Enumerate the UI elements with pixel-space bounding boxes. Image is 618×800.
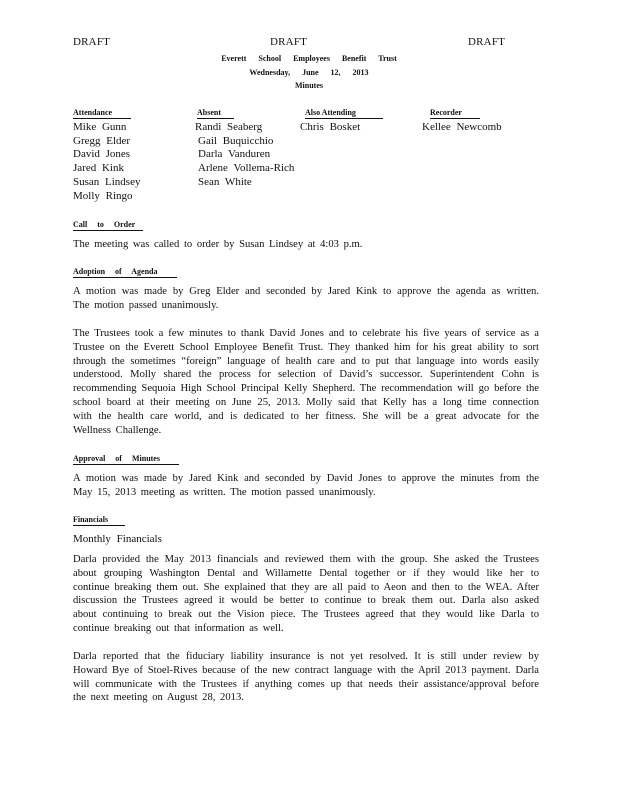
draft-mark-left: DRAFT [73,36,111,48]
attendee-name: Jared Kink [73,162,124,175]
attendee-name: David Jones [73,148,131,161]
also-attending-name: Chris Bosket [300,121,361,133]
also-attending-list [300,121,360,135]
attendee-name: Molly Ringo [73,189,133,202]
also-attending-heading: Also Attending [305,108,383,119]
absent-name: Sean White [198,175,252,188]
organization-name: Everett School Employees Benefit Trust [221,54,397,63]
absent-name: Arlene Vollema-Rich [198,162,295,175]
meeting-date: Wednesday, June 12, 2013 [249,68,369,77]
call-to-order-heading: Call to Order [73,220,143,231]
attendee-name: Susan Lindsey [73,175,141,188]
absent-name: Darla Vanduren [198,148,271,161]
adoption-of-agenda-motion: A motion was made by Greg Elder and seconded by Jared Kink to approve the agenda as written. The motion passed unanimously. [73,286,539,311]
draft-mark-right: DRAFT [468,36,506,48]
attendee-name: Mike Gunn [73,121,127,133]
fiduciary-insurance-note: Darla reported that the fiduciary liability insurance is not yet resolved. It is still under review by Howard Bye of Stoel-Rives because of the new contract language with the April 2013 payment. Darla will communicate with the Trustees if anything comes up that needs their assistance/approval before the next meeting on August 28, 2013. [73,651,539,704]
adoption-of-agenda-discussion: The Trustees took a few minutes to thank David Jones and to celebrate his five years of service as a Trustee on the Everett School Employee Benefit Trust. They thanked him for his great ability to sort through the sometimes “foreign” language of health care and to put that language into words easily understood. Molly shared the process for selection of David’s successor. Superintendent Cohn is recommending Sequoia High School Principal Kelly Shepherd. The recommendation will go before the school board at their meeting on June 25, 2013. Molly said that Kelly has a long time connection with the health care world, and is dedicated to her fitness. She will be a great advocate for the Wellness Challenge. [73,328,539,436]
recorder-heading: Recorder [430,108,480,119]
financials-heading: Financials [73,515,125,526]
approval-of-minutes-heading: Approval of Minutes [73,454,179,465]
absent-name: Randi Seaberg [195,121,263,133]
attendance-list [73,121,140,203]
financials-review: Darla provided the May 2013 financials and reviewed them with the group. She asked the Trustees about grouping Washington Dental and Willamette Dental together or if they would like her to continue breaking them out. She explained that they are all paid to Aeon and then to the WEA. After discussion the Trustees agreed it would be better to continue to break them out. Darla also asked about continuing to break out the Vision piece. The Trustees agreed that they would like Darla to continue breaking out that information as well. [73,554,539,634]
monthly-financials-subheading: Monthly Financials [73,533,162,545]
attendee-name: Gregg Elder [73,134,131,147]
document-title: Minutes [295,81,323,90]
call-to-order-text: The meeting was called to order by Susan Lindsey at 4:03 p.m. [73,239,363,250]
adoption-of-agenda-heading: Adoption of Agenda [73,267,177,278]
approval-of-minutes-text: A motion was made by Jared Kink and seconded by David Jones to approve the minutes from the May 15, 2013 meeting as written. The motion passed unanimously. [73,473,539,498]
recorder-list [422,121,502,135]
absent-heading: Absent [197,108,234,119]
attendance-heading: Attendance [73,108,131,119]
draft-mark-center: DRAFT [270,36,308,48]
absent-name: Gail Buquicchio [198,134,274,147]
recorder-name: Kellee Newcomb [422,121,502,133]
absent-list [195,121,294,190]
